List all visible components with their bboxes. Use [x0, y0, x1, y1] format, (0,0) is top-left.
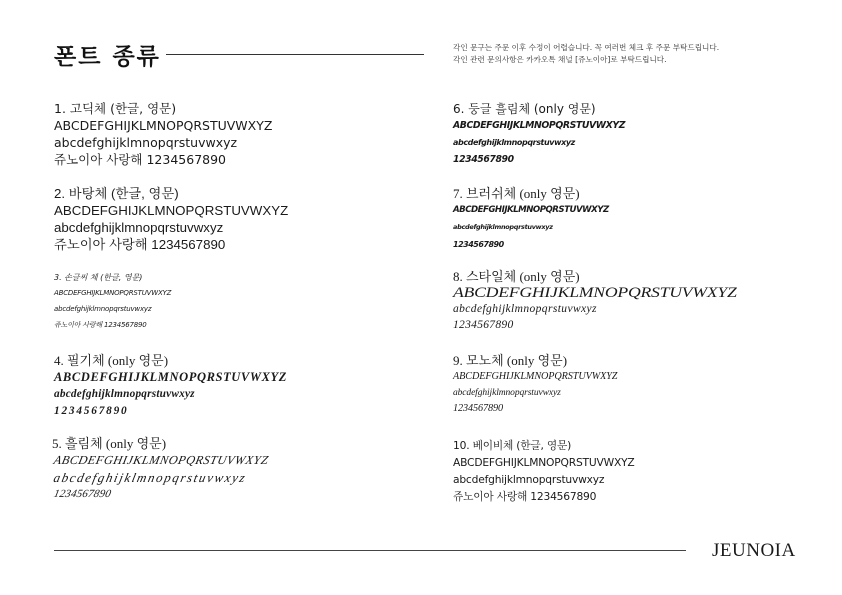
font-sample-handwriting — [54, 271, 171, 333]
font-sample-heading: 1. 고딕체 (한글, 영문) — [54, 101, 177, 116]
sample-korean-numbers: 쥬노이아 사랑해 1234567890 — [453, 490, 597, 503]
page-title: 폰트 종류 — [54, 44, 161, 70]
font-sample-round-script — [453, 101, 625, 168]
font-sample-brush — [453, 186, 609, 253]
font-sample-mono — [453, 353, 617, 417]
font-sample-heading: 4. 필기체 (only 영문) — [54, 353, 169, 368]
notice-line: 각인 문구는 주문 이후 수정이 어렵습니다. 꼭 여러번 체크 후 주문 부탁드립니다. — [453, 43, 720, 52]
sample-korean-numbers: 쥬노이아 사랑해 1234567890 — [54, 237, 226, 252]
brand-logo: JEUNOIA — [712, 540, 796, 561]
font-sample-heading: 10. 베이비체 (한글, 영문) — [453, 439, 572, 452]
sample-uppercase: ABCDEFGHIJKLMNOPQRSTUVWXYZ — [453, 120, 626, 131]
notice-line: 각인 관련 문의사항은 카카오톡 채널 [쥬노이아]로 부탁드립니다. — [453, 55, 667, 64]
sample-korean-numbers: 쥬노이아 사랑해 1234567890 — [54, 321, 147, 329]
sample-numbers: 1234567890 — [453, 240, 504, 249]
font-sample-gothic — [54, 101, 272, 168]
sample-uppercase: ABCDEFGHIJKLMNOPQRSTUVWXYZ — [453, 371, 618, 382]
sample-lowercase: abcdefghijklmnopqrstuvwxyz — [54, 305, 152, 313]
sample-numbers: 1234567890 — [54, 405, 129, 417]
sample-numbers: 1234567890 — [453, 154, 514, 165]
sample-lowercase: abcdefghijklmnopqrstuvwxyz — [453, 388, 561, 398]
sample-lowercase: abcdefghijklmnopqrstuvwxyz — [453, 303, 597, 315]
sample-uppercase: ABCDEFGHIJKLMNOPQRSTUVWXYZ — [54, 203, 289, 218]
font-sample-script — [52, 436, 270, 503]
sample-korean-numbers: 쥬노이아 사랑해 1234567890 — [54, 152, 227, 167]
sample-numbers: 1234567890 — [453, 403, 503, 414]
title-divider — [166, 54, 424, 55]
sample-uppercase: ABCDEFGHIJKLMNOPQRSTUVWXYZ — [54, 370, 287, 384]
sample-lowercase: abcdefghijklmnopqrstuvwxyz — [453, 138, 575, 147]
font-sample-heading: 8. 스타일체 (only 영문) — [453, 269, 580, 284]
footer-divider — [54, 550, 686, 551]
sample-numbers: 1234567890 — [52, 488, 113, 500]
sample-uppercase: ABCDEFGHIJKLMNOPQRSTUVWXYZ — [453, 205, 609, 215]
font-sample-batang — [54, 186, 288, 253]
sample-numbers: 1234567890 — [453, 319, 514, 331]
font-sample-heading: 6. 둥글 흘림체 (only 영문) — [453, 102, 596, 116]
sample-uppercase: ABCDEFGHIJKLMNOPQRSTUVWXYZ — [453, 285, 737, 301]
engraving-notice — [453, 42, 823, 66]
sample-uppercase: ABCDEFGHIJKLMNOPQRSTUVWXYZ — [54, 118, 273, 133]
sample-lowercase: abcdefghijklmnopqrstuvwxyz — [453, 473, 605, 486]
sample-lowercase: abcdefghijklmnopqrstuvwxyz — [54, 388, 195, 400]
sample-uppercase: ABCDEFGHIJKLMNOPQRSTUVWXYZ — [54, 289, 172, 297]
font-sample-baby — [453, 437, 635, 505]
sample-lowercase: abcdefghijklmnopqrstuvwxyz — [453, 223, 553, 231]
sample-lowercase: abcdefghijklmnopqrstuvwxyz — [54, 220, 224, 235]
sample-lowercase: abcdefghijklmnopqrstuvwxyz — [52, 470, 248, 485]
sample-uppercase: ABCDEFGHIJKLMNOPQRSTUVWXYZ — [453, 456, 635, 469]
font-sample-style — [453, 269, 737, 333]
sample-lowercase: abcdefghijklmnopqrstuvwxyz — [54, 135, 238, 150]
font-sample-heading: 9. 모노체 (only 영문) — [453, 353, 568, 368]
font-sample-cursive — [54, 353, 287, 420]
font-sample-heading: 3. 손글씨 체 (한글, 영문) — [54, 273, 143, 282]
sample-uppercase: ABCDEFGHIJKLMNOPQRSTUVWXYZ — [52, 453, 270, 467]
font-sample-heading: 7. 브러쉬체 (only 영문) — [453, 186, 580, 201]
font-sample-heading: 2. 바탕체 (한글, 영문) — [54, 186, 179, 201]
font-sample-heading: 5. 흘림체 (only 영문) — [52, 436, 167, 451]
